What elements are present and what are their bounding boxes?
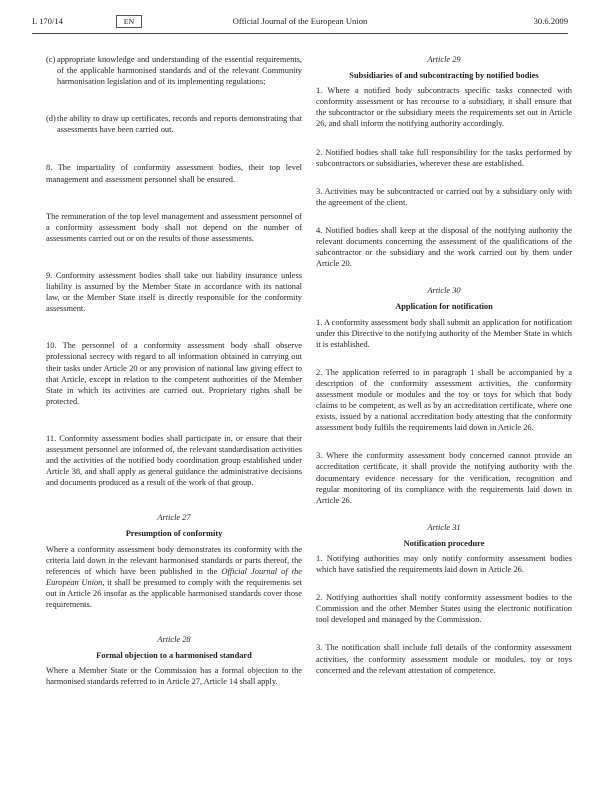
article-30-paragraph-1: 1. A conformity assessment body shall submit an application for notification under this Directive to the notifying authority of the Member State in which it is established. [316,317,572,349]
list-text: appropriate knowledge and understanding of the essential requirements, of the applicable harmonised standards and of the relevant Community harmonisation legislation and of its implementing regulations; [57,55,302,87]
page-reference: L 170/14 [32,16,63,26]
journal-title: Official Journal of the European Union [232,16,368,26]
article-31-paragraph-1: 1. Notifying authorities may only notify conformity assessment bodies which have satisfied the requirements laid down in Article 26. [316,554,572,575]
right-column [316,54,572,676]
list-item-d [46,113,302,135]
article-30-paragraph-2: 2. The application referred to in paragraph 1 shall be accompanied by a description of the conformity assessment activities, the conformity assessment module or modules and the toy or toys for which that body claims to be competent, as well as by an accreditation certificate, where one exists, issued by a national accreditation body attesting that the conformity assessment body fulfils the requirements laid down in Article 26. [316,367,572,433]
article-27-text-a: Where a conformity assessment body demonstrates its conformity with the criteria laid down in the relevant harmonised standards or parts thereof, the references of which have been published in the [46,544,302,576]
article-29-paragraph-4: 4. Notified bodies shall keep at the disposal of the notifying authority the relevant documents concerning the assessment of the qualifications of the subcontractor or the subsidiary and the work carried out by them under Article 20. [316,225,572,269]
article-31-paragraph-2: 2. Notifying authorities shall notify conformity assessment bodies to the Commission and the other Member States using the electronic notification tool developed and managed by the Commission. [316,593,572,625]
article-30-paragraph-3: 3. Where the conformity assessment body concerned cannot provide an accreditation certificate, it shall provide the notifying authority with the documentary evidence necessary for the verification, recognition and regular monitoring of its compliance with the requirements laid down in Article 26. [316,451,572,505]
article-31-paragraph-3: 3. The notification shall include full details of the conformity assessment activities, the conformity assessment module or modules, toy or toys concerned and the relevant attestation of competence. [316,643,572,675]
page-header [32,15,568,29]
article-29-number: Article 29 [427,55,461,64]
paragraph-9: 9. Conformity assessment bodies shall take out liability insurance unless liability is assumed by the Member State in accordance with its national law, or the Member State itself is directly responsible for the conformity assessment. [46,270,302,314]
article-29-title: Subsidiaries of and subcontracting by notified bodies [349,71,539,81]
article-27-text [46,544,302,611]
list-text: the ability to draw up certificates, records and reports demonstrating that assessments have been carried out. [57,114,302,135]
article-30-number: Article 30 [427,286,461,296]
header-divider [32,33,568,34]
article-27-number: Article 27 [157,513,191,523]
paragraph-11: 11. Conformity assessment bodies shall participate in, or ensure that their assessment personnel are informed of, the relevant standardisation activities and the activities of the notified body coordination group established under Article 38, and shall apply as general guidance the administrative decisions and documents produced as a result of the work of that group. [46,433,302,488]
list-label: (d) [46,114,56,124]
article-27-title: Presumption of conformity [125,529,223,539]
list-item-c [46,54,302,87]
paragraph-10: 10. The personnel of a conformity assessment body shall observe professional secrecy with regard to all information obtained in carrying out their tasks under Article 20 or any provision of national law giving effect to that Article, except in relation to the competent authorities of the Member State in which its activities are carried out. Proprietary rights shall be protected. [46,341,302,406]
publication-date: 30.6.2009 [533,16,568,26]
article-29-paragraph-3: 3. Activities may be subcontracted or carried out by a subsidiary only with the agreement of the client. [316,186,572,207]
paragraph-8: 8. The impartiality of conformity assessment bodies, their top level management and assessment personnel shall be ensured. [46,163,302,184]
article-28-number: Article 28 [157,635,191,645]
article-31-title: Notification procedure [403,538,485,548]
paragraph-8-remuneration: The remuneration of the top level management and assessment personnel of a conformity assessment body shall not depend on the number of assessments carried out or on the results of those assessments. [46,211,302,243]
left-column [46,54,302,687]
article-28-text: Where a Member State or the Commission has a formal objection to the harmonised standards referred to in Article 27, Article 14 shall apply. [46,666,302,687]
language-badge: EN [116,15,142,28]
article-28-title: Formal objection to a harmonised standard [96,651,252,661]
article-31-number: Article 31 [427,522,461,532]
article-29-paragraph-2: 2. Notified bodies shall take full responsibility for the tasks performed by subcontractors or subsidiaries, wherever these are established. [316,147,572,168]
article-29-paragraph-1: 1. Where a notified body subcontracts specific tasks connected with conformity assessment or has recourse to a subsidiary, it shall ensure that the subcontractor or the subsidiary meets the requirements set out in Article 26, and shall inform the notifying authority accordingly. [316,86,572,129]
article-30-title: Application for notification [395,302,493,312]
list-label: (c) [46,55,56,64]
official-journal-reference: Official Journal of the European Union [46,566,303,587]
article-27-text-b: , it shall be presumed to comply with the requirements set out in Article 26 insofar as the applicable harmonised standards cover those requirements. [46,577,302,609]
